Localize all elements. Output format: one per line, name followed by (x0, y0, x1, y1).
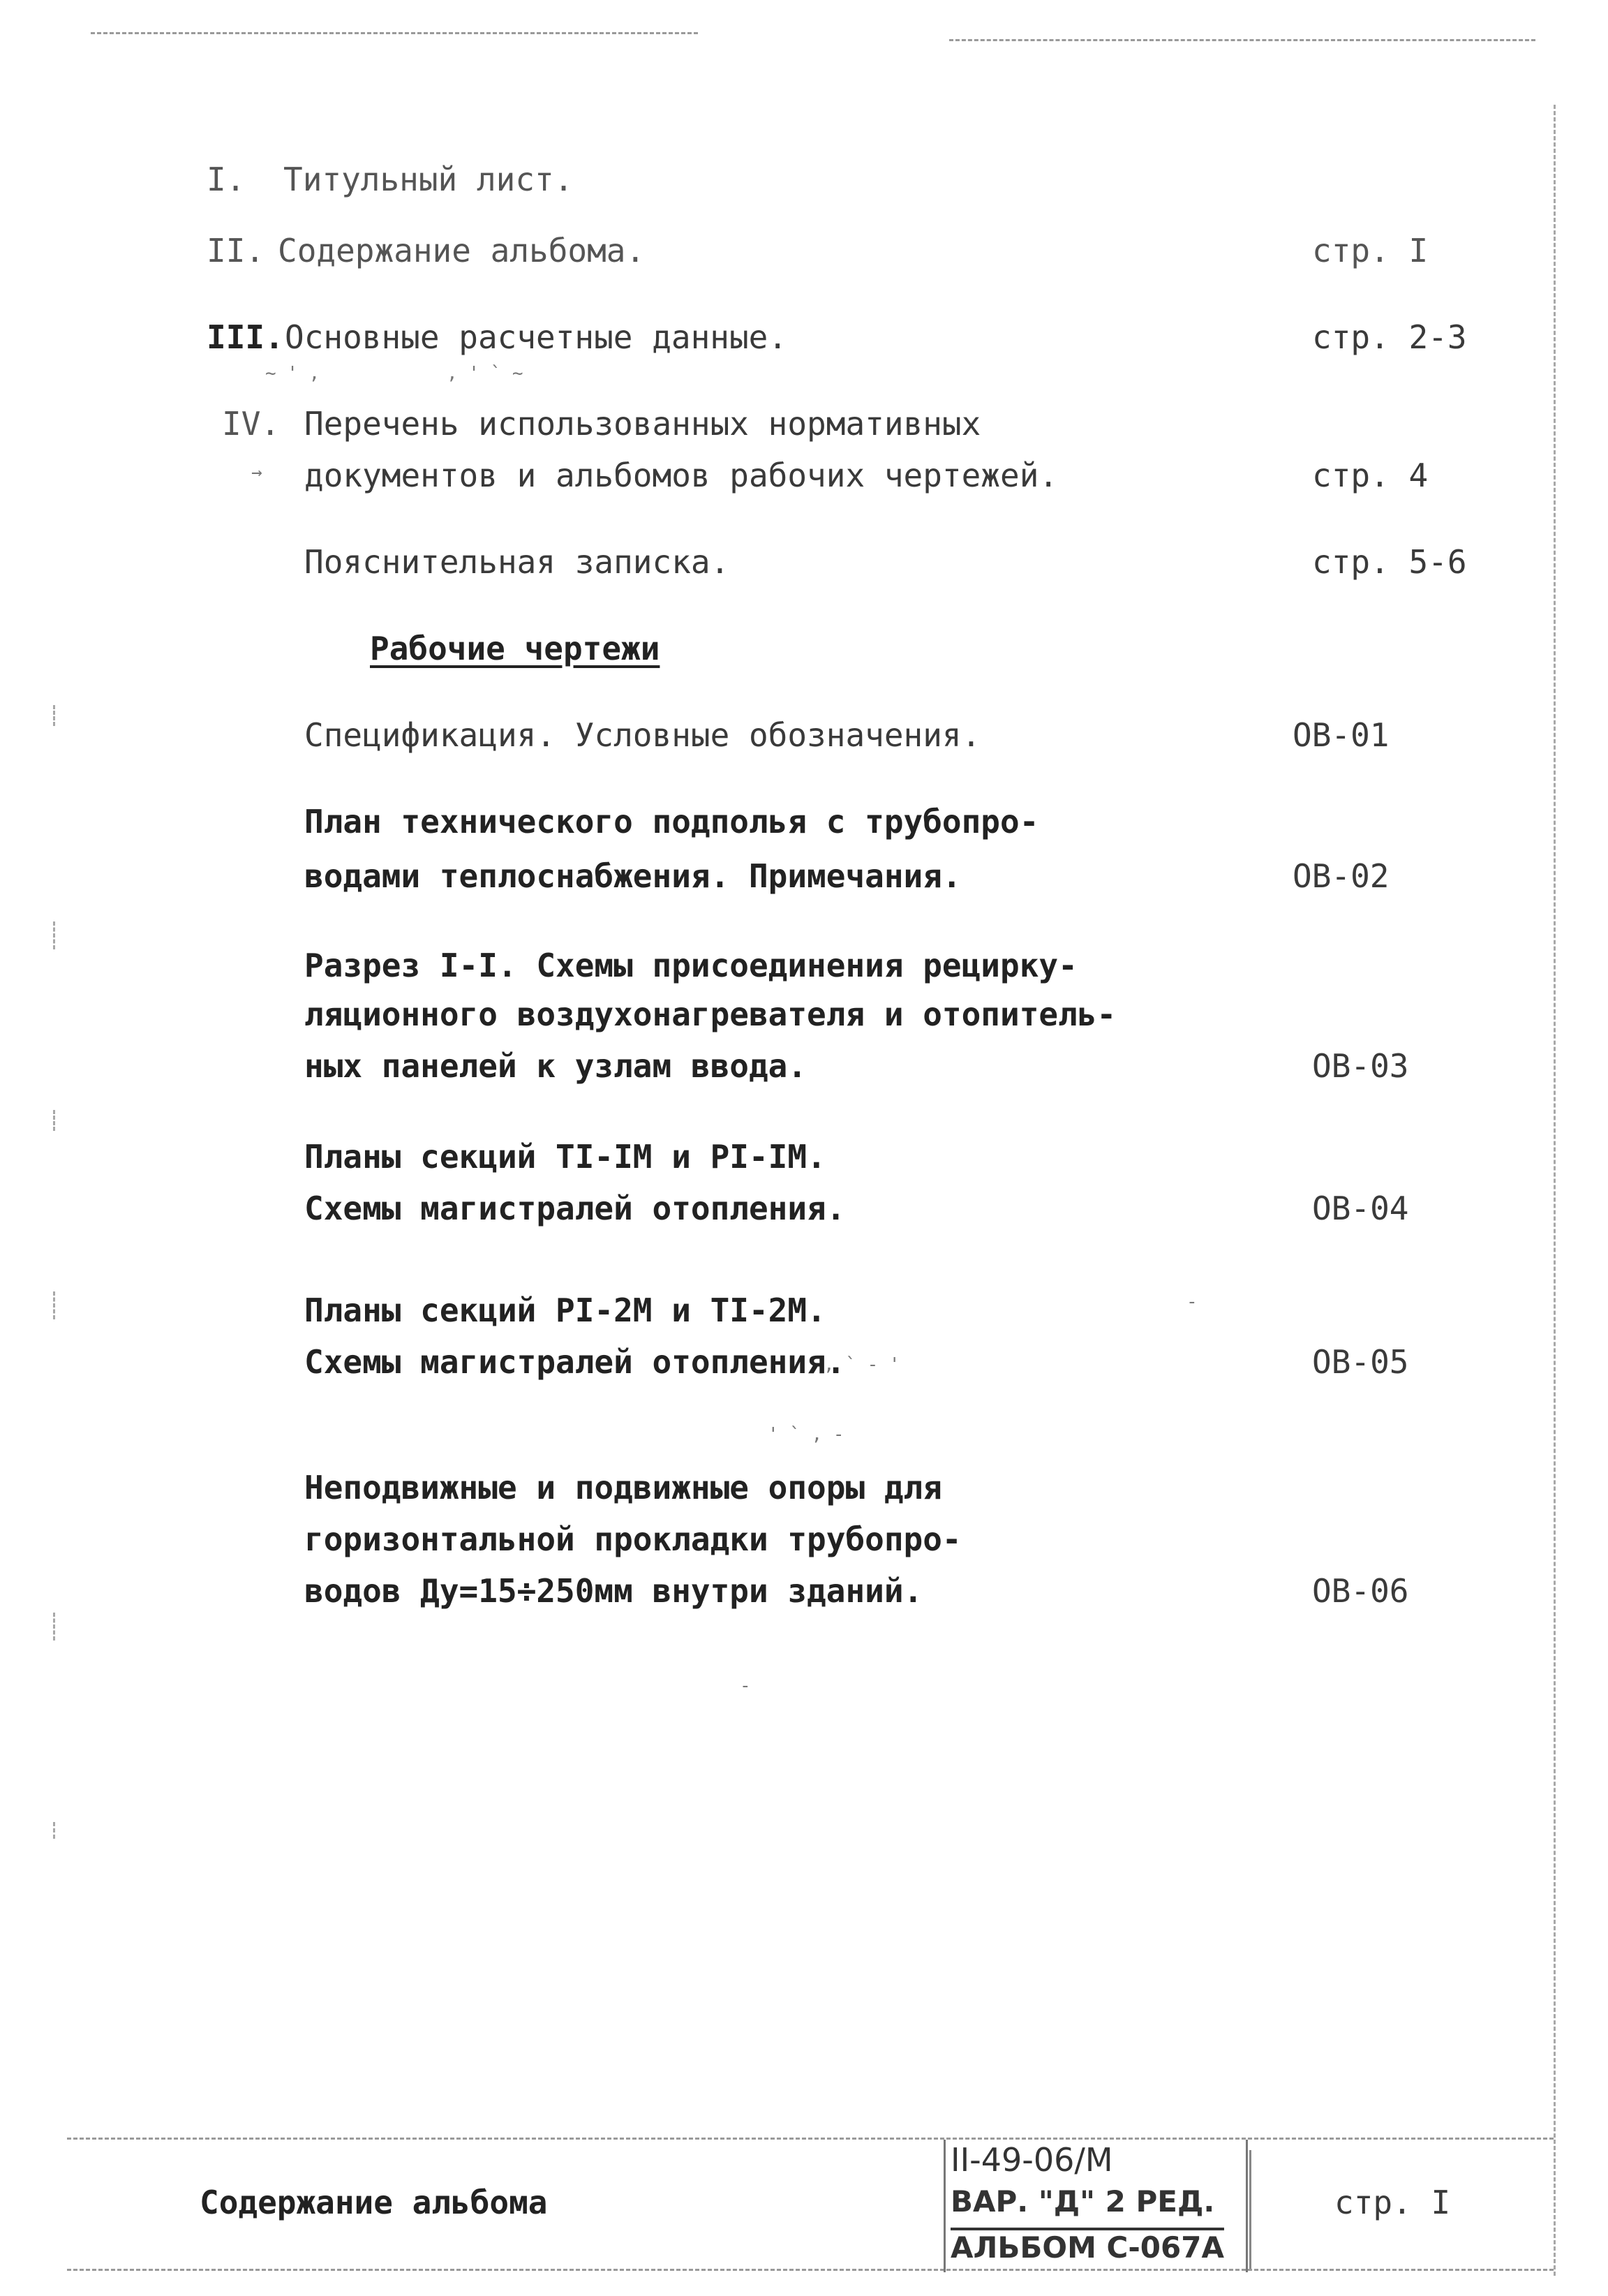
toc-page: стр. I (1312, 232, 1429, 269)
drawing-code: ОВ-02 (1293, 857, 1390, 895)
scan-speck: , ' ` ~ (447, 363, 523, 384)
toc-title: Пояснительная записка. (304, 543, 730, 581)
drawing-code: ОВ-05 (1312, 1343, 1409, 1381)
drawing-code: ОВ-01 (1293, 716, 1390, 754)
scan-speck: → (251, 462, 262, 483)
album-stamp (944, 2140, 1251, 2276)
drawing-line: ных панелей к узлам ввода. (304, 1047, 807, 1085)
left-margin-mark (53, 705, 55, 726)
stamp-variant: ВАР. "Д" 2 РЕД. (951, 2184, 1215, 2219)
drawing-line: Разрез I-I. Схемы присоединения рецирку- (304, 947, 1078, 984)
drawing-line: Схемы магистралей отопления. (304, 1190, 846, 1227)
drawing-line: Неподвижные и подвижные опоры для (304, 1469, 942, 1506)
scan-speck: - (1186, 1291, 1198, 1312)
left-margin-mark (53, 921, 55, 949)
toc-number: III. (207, 318, 284, 356)
toc-number: I. (207, 161, 246, 198)
scan-speck: , ` - ' (824, 1354, 900, 1375)
footer-page: стр. I (1334, 2184, 1451, 2221)
toc-title-continued: документов и альбомов рабочих чертежей. (304, 457, 1059, 494)
left-margin-mark (53, 1291, 55, 1319)
toc-title: Содержание альбома. (278, 232, 646, 269)
footer-title: Содержание альбома (200, 2184, 548, 2221)
toc-number: II. (207, 232, 265, 269)
footer-bottom-line (67, 2269, 1554, 2271)
scan-speck: - (740, 1675, 751, 1696)
drawing-code: ОВ-06 (1312, 1572, 1409, 1610)
toc-title: Основные расчетные данные. (285, 318, 788, 356)
toc-number: IV. (222, 405, 281, 443)
right-frame-line (1554, 105, 1556, 2276)
drawing-line: водов Ду=15÷250мм внутри зданий. (304, 1572, 923, 1610)
drawings-heading: Рабочие чертежи (370, 630, 660, 667)
toc-title: Перечень использованных нормативных (304, 405, 981, 443)
drawing-line: горизонтальной прокладки трубопро- (304, 1520, 962, 1558)
top-border-left (91, 32, 698, 34)
drawing-code: ОВ-03 (1312, 1047, 1409, 1085)
drawing-line: Схемы магистралей отопления. (304, 1343, 846, 1381)
top-border-right (949, 39, 1535, 41)
stamp-album: АЛЬБОМ С-067А (951, 2230, 1224, 2265)
drawing-line: водами теплоснабжения. Примечания. (304, 857, 962, 895)
scan-speck: ' ` , - (768, 1424, 844, 1445)
footer-divider (1249, 2150, 1251, 2269)
drawing-line: Планы секций TI-IM и PI-IM. (304, 1138, 826, 1176)
toc-page: стр. 2-3 (1312, 318, 1467, 356)
left-margin-mark (53, 1110, 55, 1131)
left-margin-mark (53, 1613, 55, 1640)
drawing-line: Спецификация. Условные обозначения. (304, 716, 981, 754)
footer-top-line (67, 2138, 1554, 2140)
toc-page: стр. 4 (1312, 457, 1429, 494)
drawing-code: ОВ-04 (1312, 1190, 1409, 1227)
toc-title: Титульный лист. (283, 161, 574, 198)
scan-speck: ~ ' , (265, 363, 320, 384)
drawing-line: План технического подполья с трубопро- (304, 803, 1039, 840)
toc-page: стр. 5-6 (1312, 543, 1467, 581)
drawing-line: Планы секций PI-2M и TI-2M. (304, 1291, 826, 1329)
left-margin-mark (53, 1822, 55, 1839)
drawing-line: ляционного воздухонагревателя и отопитель- (304, 995, 1117, 1033)
stamp-code: II-49-06/M (951, 2141, 1113, 2179)
